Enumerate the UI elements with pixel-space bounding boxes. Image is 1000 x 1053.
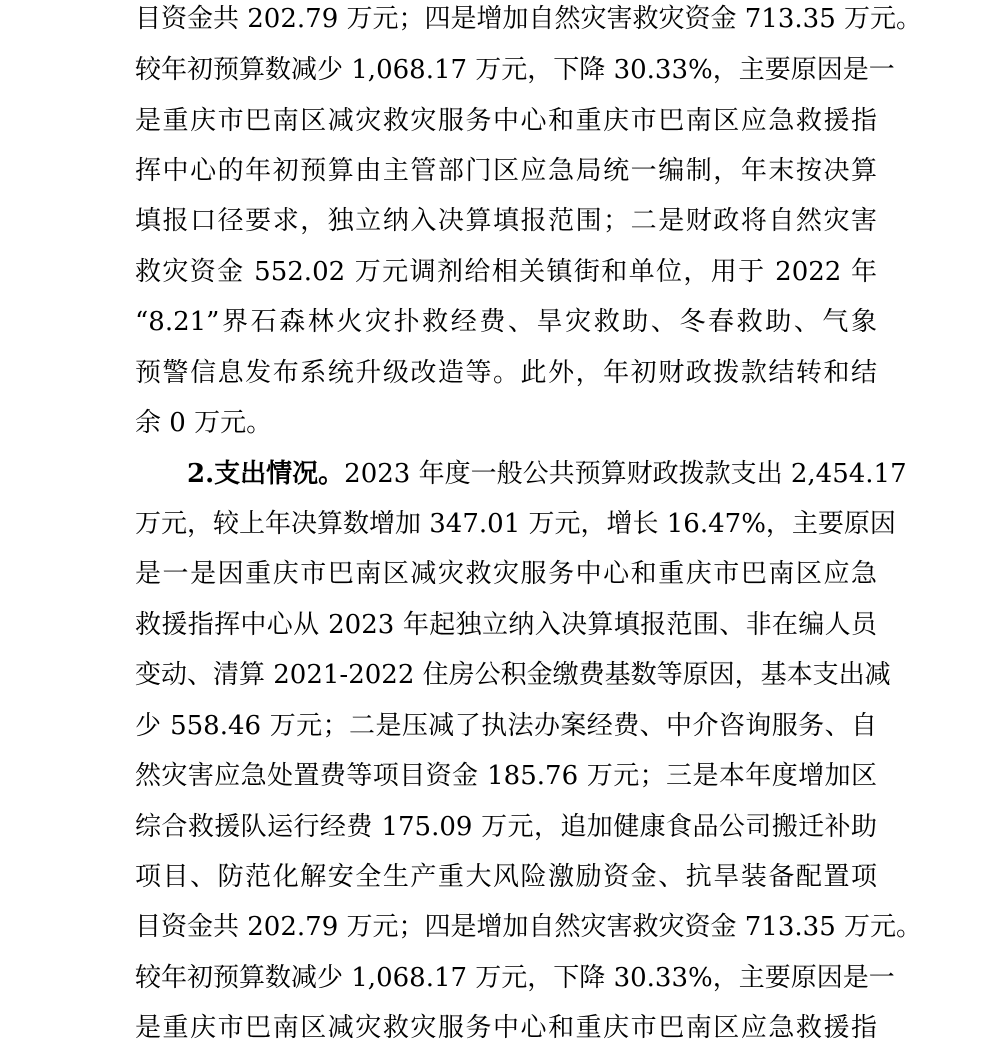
text-line: 少 558.46 万元；二是压减了执法办案经费、中介咨询服务、自: [135, 711, 877, 741]
text-line: 目资金共 202.79 万元；四是增加自然灾害救灾资金 713.35 万元。: [135, 912, 923, 942]
text-line: “8.21”界石森林火灾扑救经费、旱灾救助、冬春救助、气象: [135, 307, 877, 337]
section-heading: 2.支出情况。: [187, 459, 345, 489]
text-line: 预警信息发布系统升级改造等。此外，年初财政拨款结转和结: [135, 358, 877, 388]
text-line: 挥中心的年初预算由主管部门区应急局统一编制，年末按决算: [135, 156, 877, 186]
text-line: 项目、防范化解安全生产重大风险激励资金、抗旱装备配置项: [135, 862, 877, 892]
text-line: 是重庆市巴南区减灾救灾服务中心和重庆市巴南区应急救援指: [135, 106, 877, 136]
text-line: 然灾害应急处置费等项目资金 185.76 万元；三是本年度增加区: [135, 761, 877, 791]
text-line: 救援指挥中心从 2023 年起独立纳入决算填报范围、非在编人员: [135, 610, 877, 640]
text-line: 是一是因重庆市巴南区减灾救灾服务中心和重庆市巴南区应急: [135, 559, 877, 589]
text-line: 是重庆市巴南区减灾救灾服务中心和重庆市巴南区应急救援指: [135, 1013, 877, 1043]
text-line: 综合救援队运行经费 175.09 万元，追加健康食品公司搬迁补助: [135, 812, 877, 842]
text-line: 目资金共 202.79 万元；四是增加自然灾害救灾资金 713.35 万元。: [135, 4, 923, 34]
section-first-line-text: 2023 年度一般公共预算财政拨款支出 2,454.17: [344, 459, 907, 489]
text-line: 救灾资金 552.02 万元调剂给相关镇街和单位，用于 2022 年: [135, 257, 877, 287]
text-line: 填报口径要求，独立纳入决算填报范围；二是财政将自然灾害: [135, 206, 877, 236]
text-line: 较年初预算数减少 1,068.17 万元，下降 30.33%，主要原因是一: [135, 55, 895, 85]
text-line: 较年初预算数减少 1,068.17 万元，下降 30.33%，主要原因是一: [135, 963, 895, 993]
section-first-line: [187, 449, 907, 499]
text-line: 余 0 万元。: [135, 408, 273, 438]
text-line: 变动、清算 2021-2022 住房公积金缴费基数等原因，基本支出减: [135, 660, 891, 690]
text-line: 万元，较上年决算数增加 347.01 万元，增长 16.47%，主要原因: [135, 509, 896, 539]
